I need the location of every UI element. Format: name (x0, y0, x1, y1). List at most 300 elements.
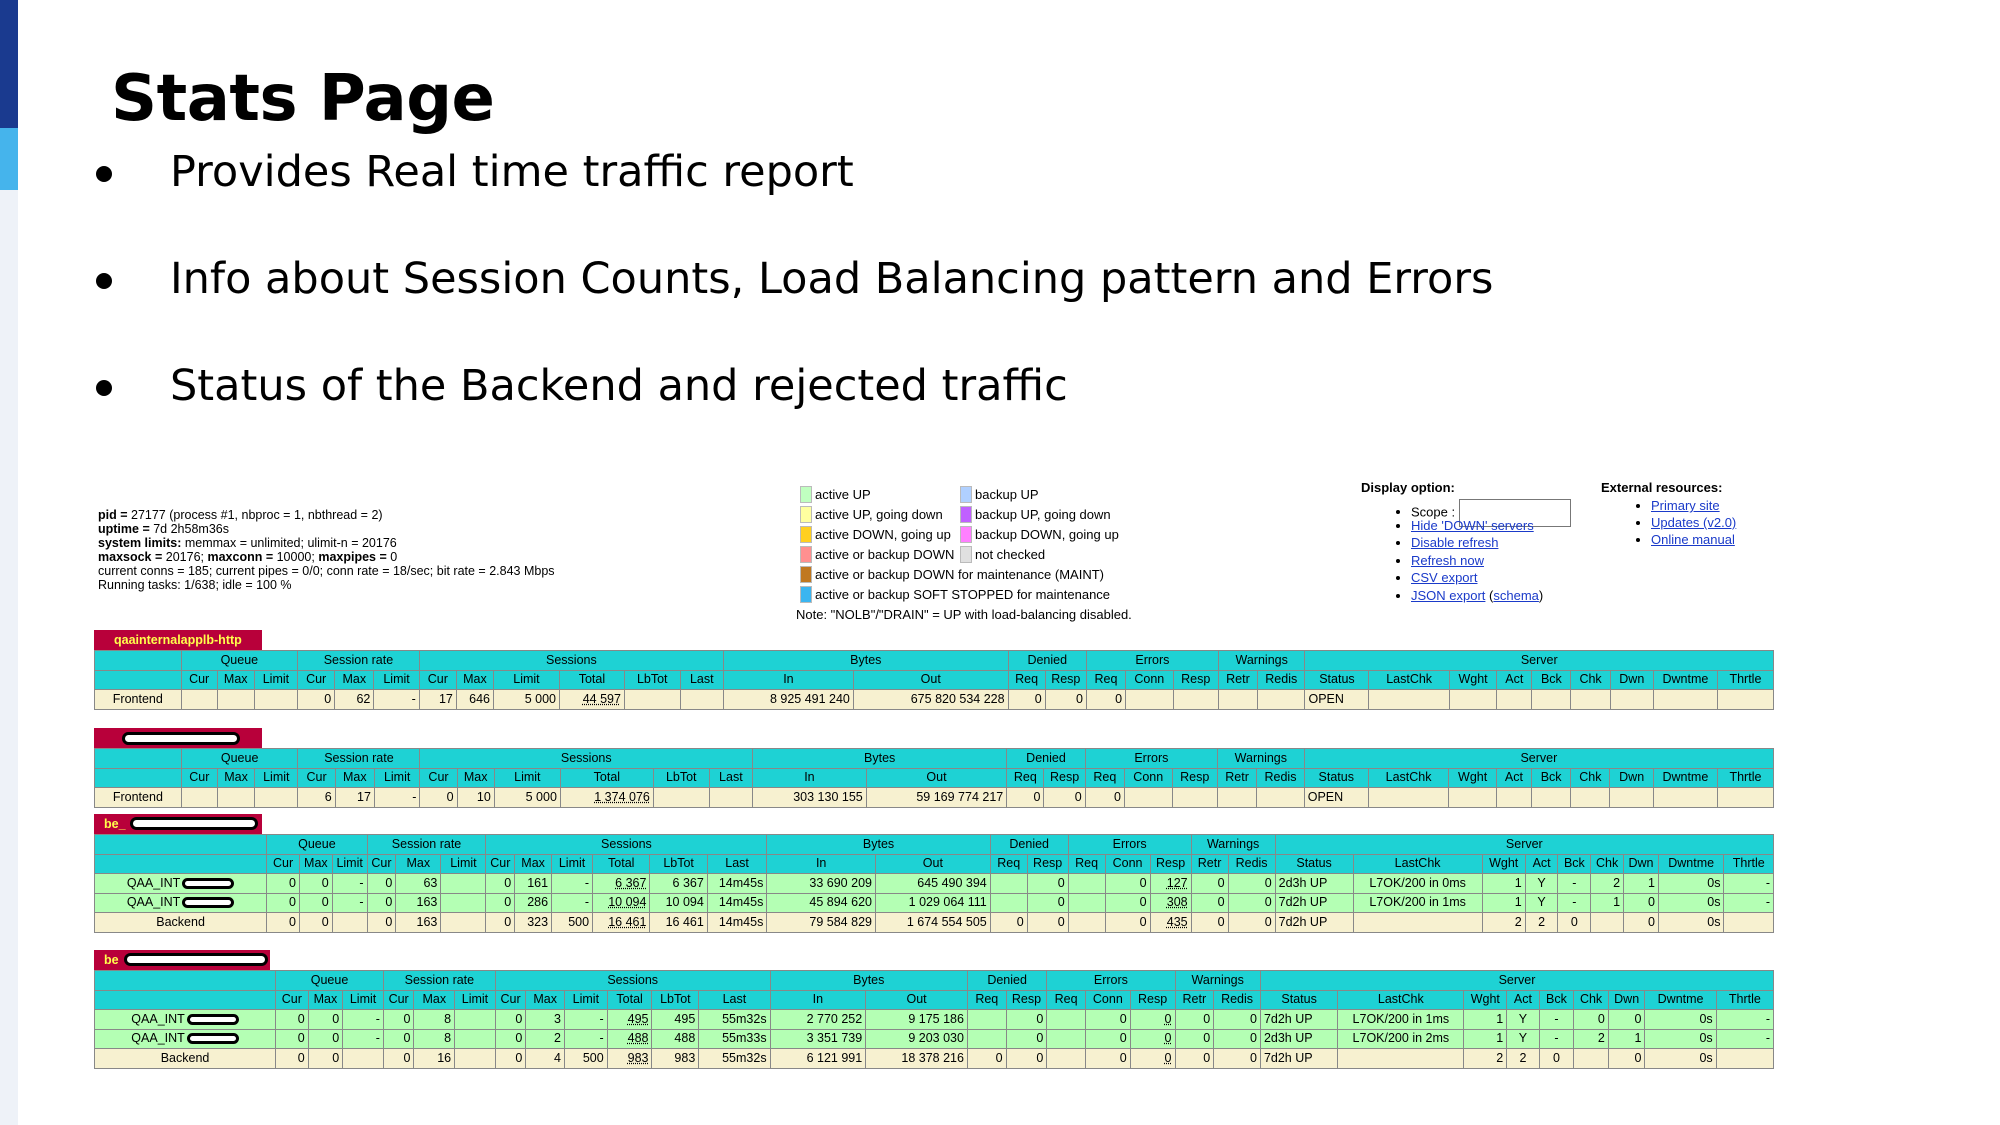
stat-cell: 0 (1086, 690, 1125, 710)
column-header: Retr (1175, 990, 1214, 1010)
stat-cell (1496, 788, 1531, 808)
column-header: Limit (332, 854, 367, 874)
stat-cell: L7OK/200 in 0ms (1353, 874, 1482, 894)
bullet-text: Provides Real time traffic report (170, 147, 854, 197)
column-header: Max (299, 854, 332, 874)
column-header: Req (1085, 768, 1124, 788)
stat-cell: 0 (1045, 690, 1086, 710)
stat-cell (1368, 788, 1449, 808)
primary-site-link[interactable]: Primary site (1651, 498, 1720, 513)
online-manual-link[interactable]: Online manual (1651, 532, 1735, 547)
hide-down-servers-link[interactable]: Hide 'DOWN' servers (1411, 517, 1534, 533)
stat-cell: 0 (367, 893, 396, 913)
proxy-table-frontend-2 (94, 748, 1774, 808)
stat-cell: 0 (1214, 1029, 1261, 1049)
stat-cell (1047, 1010, 1086, 1030)
stat-cell: 0 (1191, 893, 1228, 913)
column-header: Chk (1591, 854, 1624, 874)
column-header: Max (335, 768, 374, 788)
stat-cell (1610, 788, 1653, 808)
display-options-heading: Display option: (1361, 480, 1455, 495)
column-header: In (767, 854, 876, 874)
column-header: Conn (1124, 768, 1172, 788)
column-header: Wght (1449, 768, 1497, 788)
legend-item: active or backup DOWN (800, 546, 954, 564)
stat-cell: 62 (335, 690, 374, 710)
table-corner (95, 749, 182, 769)
column-header-row (95, 670, 1774, 690)
stat-cell: 163 (396, 913, 441, 933)
stat-cell (1257, 788, 1305, 808)
stat-cell: 161 (515, 874, 552, 894)
stat-cell: - (1558, 893, 1591, 913)
uptime-line: uptime = 7d 2h58m36s (98, 522, 229, 536)
group-header: Errors (1086, 651, 1218, 671)
frontend-row (95, 690, 1774, 710)
stat-cell: 0 (383, 1049, 414, 1069)
stat-value: 16 461 (608, 914, 647, 929)
stat-cell: 0 (367, 913, 396, 933)
column-header: Cur (181, 768, 217, 788)
stat-cell: 1 029 064 111 (875, 893, 990, 913)
stat-cell (441, 893, 486, 913)
stat-cell: 0 (1085, 1029, 1130, 1049)
stat-cell: 0 (1574, 1010, 1609, 1030)
stat-cell: 303 130 155 (753, 788, 867, 808)
stat-cell: 0 (1214, 1049, 1261, 1069)
stat-cell: - (332, 874, 367, 894)
column-header-row (95, 768, 1774, 788)
stat-cell: OPEN (1304, 788, 1368, 808)
row-name[interactable]: QAA_INT (131, 1031, 185, 1046)
stat-cell: - (1716, 1029, 1773, 1049)
stat-cell: 0 (1214, 1010, 1261, 1030)
stat-cell: 0 (308, 1029, 343, 1049)
column-header: Limit (255, 768, 298, 788)
stat-cell: 2 (1507, 1049, 1540, 1069)
group-header: Session rate (383, 971, 495, 991)
group-header: Warnings (1218, 651, 1305, 671)
column-header: Cur (495, 990, 526, 1010)
table-corner (95, 971, 276, 991)
stat-cell (441, 913, 486, 933)
column-header: Cur (419, 670, 456, 690)
stat-cell: 0 (308, 1049, 343, 1069)
column-header: Dwn (1610, 768, 1653, 788)
table-corner (95, 651, 182, 671)
stat-cell: 0 (1608, 1049, 1645, 1069)
stat-cell: 63 (396, 874, 441, 894)
stat-cell: 59 169 774 217 (866, 788, 1007, 808)
stat-cell: 9 175 186 (866, 1010, 968, 1030)
column-header: Conn (1126, 670, 1173, 690)
column-header: Redis (1214, 990, 1261, 1010)
stat-cell (1068, 913, 1105, 933)
stat-cell: 0 (1228, 913, 1275, 933)
stat-cell: 0 (486, 874, 515, 894)
legend-item: backup DOWN, going up (960, 526, 1119, 544)
stat-cell: Y (1525, 874, 1558, 894)
group-header: Server (1260, 971, 1773, 991)
column-header: Resp (1044, 768, 1085, 788)
column-header: Max (217, 670, 254, 690)
column-header: Conn (1105, 854, 1150, 874)
stat-cell: 0 (383, 1010, 414, 1030)
stat-cell: 0 (1006, 1010, 1047, 1030)
row-name-cell (95, 690, 182, 710)
column-header: Last (709, 768, 752, 788)
slide-accent-light (0, 128, 18, 190)
row-name[interactable]: Backend (156, 914, 205, 929)
stat-cell (181, 788, 217, 808)
column-header: Dwntme (1653, 670, 1717, 690)
stat-cell: 6 367 (650, 874, 707, 894)
row-name-cell (95, 874, 267, 894)
stat-cell (1717, 788, 1773, 808)
column-header: Bck (1558, 854, 1591, 874)
group-header: Bytes (723, 651, 1008, 671)
column-header: Req (967, 990, 1006, 1010)
stat-cell: 8 925 491 240 (723, 690, 853, 710)
stat-cell (1172, 788, 1217, 808)
proxy-table-backend-1 (94, 834, 1774, 933)
bullet-dot-icon (96, 380, 112, 396)
stat-cell (1591, 913, 1624, 933)
stat-cell: 675 820 534 228 (853, 690, 1008, 710)
stat-cell: 646 (456, 690, 493, 710)
stat-cell: 0 (276, 1049, 309, 1069)
column-header: LastChk (1353, 854, 1482, 874)
stat-cell: 0 (308, 1010, 343, 1030)
stat-cell: 7d2h UP (1275, 893, 1353, 913)
stat-cell: 1 (1482, 874, 1525, 894)
column-header: Redis (1258, 670, 1305, 690)
column-header: Total (560, 768, 653, 788)
proxy-name-tab[interactable]: be_ (94, 814, 262, 834)
group-header: Denied (1008, 651, 1086, 671)
stat-value: 1 374 076 (594, 789, 650, 804)
stat-cell: L7OK/200 in 2ms (1338, 1029, 1464, 1049)
stat-cell: 6 (298, 788, 335, 808)
json-export-link[interactable]: JSON export (1411, 587, 1486, 603)
stat-cell (1717, 690, 1773, 710)
stat-cell (455, 1049, 496, 1069)
stat-cell: 0 (1085, 1010, 1130, 1030)
table-corner (95, 835, 267, 855)
table-corner (95, 670, 182, 690)
column-header: Status (1305, 670, 1369, 690)
column-header: Limit (565, 990, 608, 1010)
column-header: Thrtle (1716, 990, 1773, 1010)
legend-note: Note: "NOLB"/"DRAIN" = UP with load-balancing disabled. (796, 607, 1132, 622)
column-header: Conn (1085, 990, 1130, 1010)
column-header: Max (456, 670, 493, 690)
legend-swatch (800, 486, 812, 503)
stat-cell: 1 (1624, 874, 1659, 894)
column-header: Cur (267, 854, 300, 874)
stat-cell: 2 (526, 1029, 565, 1049)
column-header: Status (1260, 990, 1337, 1010)
stat-cell: 0s (1645, 1029, 1716, 1049)
stat-cell (607, 1029, 652, 1049)
stat-cell: 0 (495, 1029, 526, 1049)
column-header: Dwn (1624, 854, 1659, 874)
stat-cell: - (1539, 1029, 1574, 1049)
column-header: LbTot (624, 670, 680, 690)
stat-cell: Y (1525, 893, 1558, 913)
stat-value: 44 597 (582, 691, 621, 706)
group-header: Denied (1007, 749, 1086, 769)
stat-cell: 495 (652, 1010, 699, 1030)
stat-cell: 14m45s (707, 874, 767, 894)
stat-cell: 2 (1525, 913, 1558, 933)
stat-cell (1716, 1049, 1773, 1069)
stat-value: 495 (627, 1011, 649, 1026)
stat-cell: - (565, 1029, 608, 1049)
stat-cell (1218, 690, 1257, 710)
stat-cell: 0 (486, 893, 515, 913)
column-header: Max (308, 990, 343, 1010)
stat-cell (343, 1049, 384, 1069)
column-header: Act (1525, 854, 1558, 874)
column-header: LastChk (1369, 670, 1449, 690)
column-header: Thrtle (1717, 670, 1773, 690)
stat-cell: 0 (276, 1010, 309, 1030)
conns-line: current conns = 185; current pipes = 0/0; conn rate = 18/sec; bit rate = 2.843 Mbps (98, 564, 555, 578)
column-header: Req (1086, 670, 1125, 690)
stat-cell (217, 788, 254, 808)
scope-item (1411, 499, 1571, 520)
group-header: Bytes (770, 971, 967, 991)
column-header-row (95, 854, 1774, 874)
stat-cell: 0 (1027, 874, 1068, 894)
stat-cell (990, 874, 1027, 894)
stat-cell: 18 378 216 (866, 1049, 968, 1069)
stat-cell: 0 (1006, 1049, 1047, 1069)
column-header: Resp (1172, 768, 1217, 788)
stat-cell: 645 490 394 (875, 874, 990, 894)
stat-cell: 0s (1645, 1049, 1716, 1069)
stat-cell: 7d2h UP (1260, 1010, 1337, 1030)
stat-cell: 0 (486, 913, 515, 933)
stat-cell: 0 (1027, 913, 1068, 933)
stat-cell (1173, 690, 1218, 710)
updates-link[interactable]: Updates (v2.0) (1651, 515, 1737, 530)
stat-cell: 0 (1175, 1010, 1214, 1030)
column-header: Retr (1218, 670, 1257, 690)
column-header: Total (559, 670, 624, 690)
stat-cell (1610, 690, 1653, 710)
stat-cell: - (1724, 893, 1774, 913)
stat-cell (455, 1010, 496, 1030)
column-header: Out (853, 670, 1008, 690)
stat-cell: 8 (414, 1010, 455, 1030)
legend-item: active or backup SOFT STOPPED for maintenance (800, 586, 1110, 604)
redacted-server-name (187, 1033, 239, 1044)
stat-cell: 1 674 554 505 (875, 913, 990, 933)
column-header: Last (680, 670, 723, 690)
column-header: Resp (1150, 854, 1191, 874)
column-header: Resp (1130, 990, 1175, 1010)
column-header: Resp (1027, 854, 1068, 874)
csv-export-link[interactable]: CSV export (1411, 570, 1478, 585)
column-header: Cur (367, 854, 396, 874)
group-header: Queue (181, 651, 297, 671)
stat-cell: 5 000 (493, 690, 559, 710)
stat-cell: 0 (1624, 913, 1659, 933)
stat-cell: - (374, 690, 419, 710)
stat-cell: - (1558, 874, 1591, 894)
column-header: Cur (298, 670, 335, 690)
column-header: Thrtle (1717, 768, 1773, 788)
stat-cell: 0 (495, 1049, 526, 1069)
stat-cell (1571, 690, 1610, 710)
stat-cell: 9 203 030 (866, 1029, 968, 1049)
backend-row (95, 1049, 1774, 1069)
stat-cell (1724, 913, 1774, 933)
stat-cell: 10 094 (650, 893, 707, 913)
proxy-name-tab[interactable]: be (94, 950, 270, 970)
stat-value: 0 (1164, 1031, 1172, 1046)
stat-cell: 14m45s (707, 913, 767, 933)
row-name[interactable]: QAA_INT (126, 875, 181, 890)
stat-value: 488 (627, 1031, 649, 1046)
group-header: Errors (1068, 835, 1191, 855)
stat-cell: 0 (267, 893, 300, 913)
stat-value: 0 (1164, 1050, 1172, 1065)
stat-cell: - (552, 874, 593, 894)
refresh-now-link[interactable]: Refresh now (1411, 552, 1484, 568)
json-schema-link[interactable]: schema (1493, 587, 1539, 603)
stat-cell: 55m32s (699, 1049, 770, 1069)
row-name[interactable]: Frontend (112, 691, 163, 706)
stat-value: 308 (1166, 895, 1188, 910)
stat-cell (1653, 788, 1717, 808)
row-name-cell (95, 1029, 276, 1049)
redacted-name (124, 953, 268, 966)
legend-swatch (800, 586, 812, 603)
tasks-line: Running tasks: 1/638; idle = 100 % (98, 578, 292, 592)
row-name[interactable]: QAA_INT (126, 895, 181, 910)
process-info (98, 508, 555, 592)
column-header: Wght (1449, 670, 1496, 690)
stat-cell: 983 (652, 1049, 699, 1069)
stat-cell (967, 1010, 1006, 1030)
stat-cell: 0 (1175, 1049, 1214, 1069)
stat-cell: 55m33s (699, 1029, 770, 1049)
row-name-cell (95, 788, 182, 808)
row-name-cell (95, 1010, 276, 1030)
stat-cell: 0s (1658, 893, 1724, 913)
stat-cell: 0 (299, 874, 332, 894)
group-header: Warnings (1175, 971, 1260, 991)
row-name[interactable]: QAA_INT (131, 1011, 185, 1026)
proxy-name-tab[interactable]: qaainternalapplb-http (94, 630, 262, 650)
table-corner (95, 990, 276, 1010)
stat-cell: 0 (1008, 690, 1045, 710)
column-header: Dwn (1610, 670, 1653, 690)
stat-cell (181, 690, 217, 710)
stat-cell (1130, 1029, 1175, 1049)
stat-cell: 2 (1574, 1029, 1609, 1049)
stat-cell: 7d2h UP (1275, 913, 1353, 933)
column-header: Last (699, 990, 770, 1010)
group-header: Errors (1085, 749, 1217, 769)
column-header: Req (990, 854, 1027, 874)
stat-cell: 16 (414, 1049, 455, 1069)
stat-cell (255, 788, 298, 808)
stat-cell (1497, 690, 1532, 710)
stat-cell: 2d3h UP (1275, 874, 1353, 894)
stat-cell: 0 (267, 913, 300, 933)
stat-cell: - (1724, 874, 1774, 894)
redacted-name (130, 817, 258, 830)
stat-value: 0 (1164, 1011, 1172, 1026)
stat-cell: - (343, 1029, 384, 1049)
column-header: Act (1507, 990, 1540, 1010)
stat-cell (1068, 893, 1105, 913)
stat-cell: - (343, 1010, 384, 1030)
column-header: LastChk (1368, 768, 1449, 788)
server-row (95, 1029, 1774, 1049)
stat-cell (1369, 690, 1449, 710)
column-header: Req (1008, 670, 1045, 690)
column-header: LbTot (652, 990, 699, 1010)
column-header-row (95, 990, 1774, 1010)
column-header: Resp (1173, 670, 1218, 690)
stat-cell: 0 (1085, 788, 1124, 808)
stat-cell: 10 (457, 788, 494, 808)
stat-cell (607, 1049, 652, 1069)
group-header: Warnings (1217, 749, 1304, 769)
row-name[interactable]: Backend (160, 1050, 210, 1065)
stat-cell (1130, 1010, 1175, 1030)
stat-cell (455, 1029, 496, 1049)
column-header: Limit (254, 670, 297, 690)
row-name[interactable]: Frontend (112, 789, 163, 804)
column-header: Total (607, 990, 652, 1010)
group-header: Queue (276, 971, 384, 991)
stat-cell: 0 (1006, 1029, 1047, 1049)
stat-cell: 0s (1645, 1010, 1716, 1030)
stat-cell: 500 (565, 1049, 608, 1069)
legend-item: backup UP, going down (960, 506, 1111, 524)
stat-cell (607, 1010, 652, 1030)
legend-swatch (800, 546, 812, 563)
group-header: Server (1275, 835, 1773, 855)
stat-cell (1150, 913, 1191, 933)
group-header: Denied (990, 835, 1068, 855)
row-name-cell (95, 913, 267, 933)
column-header: Limit (343, 990, 384, 1010)
group-header: Bytes (767, 835, 990, 855)
disable-refresh-link[interactable]: Disable refresh (1411, 535, 1499, 550)
stat-cell: 1 (1608, 1029, 1645, 1049)
stat-cell: 0 (276, 1029, 309, 1049)
stat-cell: 0 (1105, 893, 1150, 913)
column-header: Cur (383, 990, 414, 1010)
stat-cell: 16 461 (650, 913, 707, 933)
group-header: Sessions (486, 835, 767, 855)
column-header: Req (1007, 768, 1044, 788)
column-header: Out (866, 990, 968, 1010)
group-header: Queue (267, 835, 367, 855)
stat-cell: - (565, 1010, 608, 1030)
stat-cell: 0 (1007, 788, 1044, 808)
column-header: Limit (374, 768, 419, 788)
stat-cell: 6 121 991 (770, 1049, 866, 1069)
group-header: Errors (1047, 971, 1175, 991)
